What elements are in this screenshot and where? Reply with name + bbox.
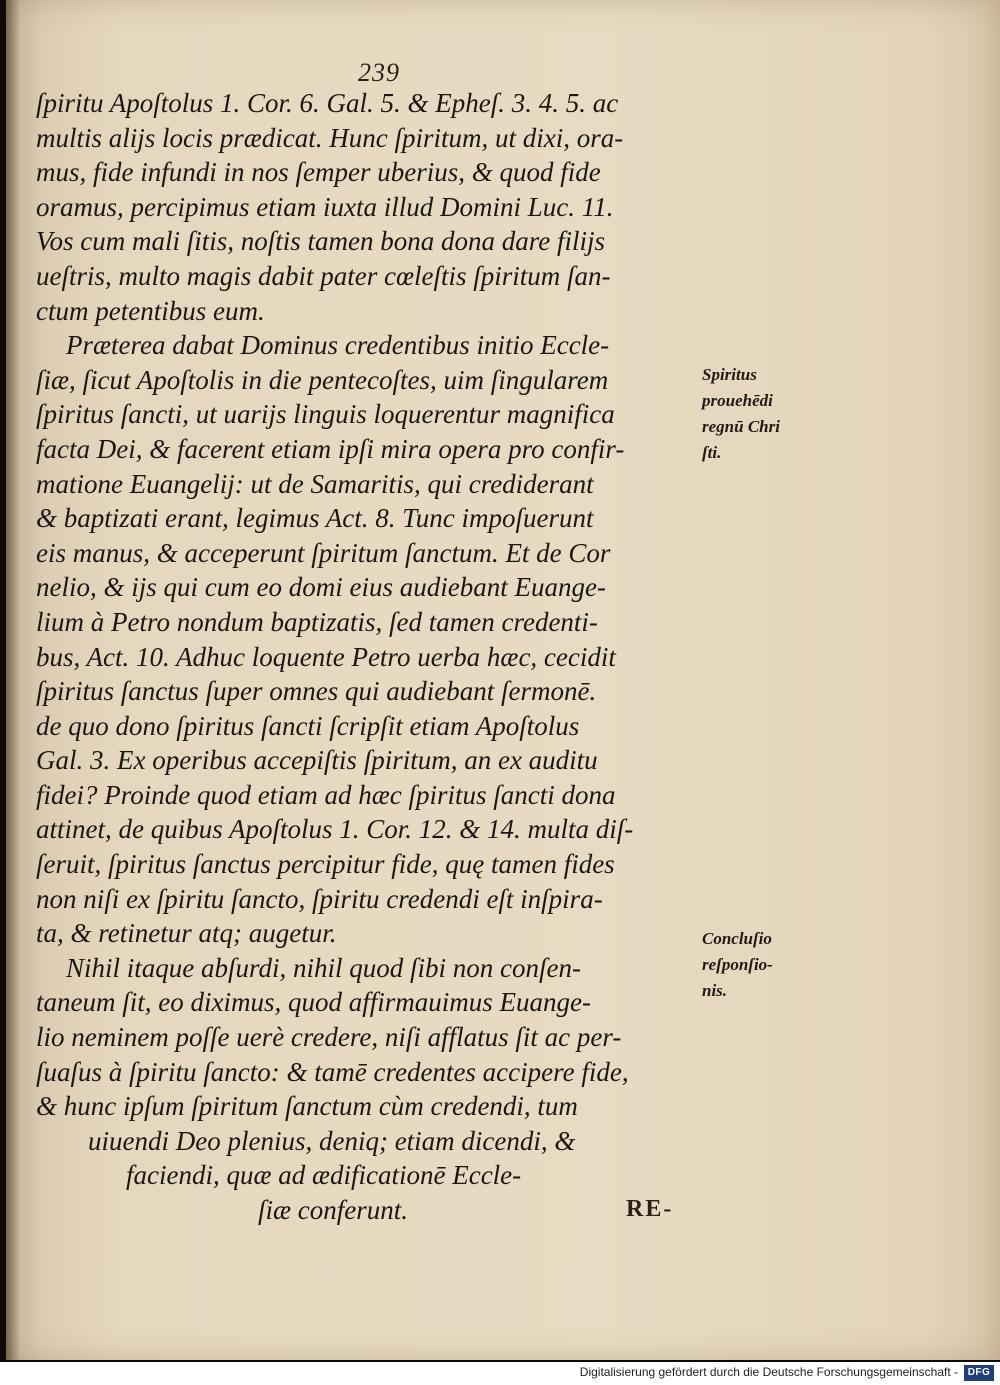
body-text	[36, 86, 716, 1228]
text-line: lium à Petro nondum baptizatis, ſed tamen credenti-	[36, 606, 598, 637]
text-line: nelio, & ijs qui cum eo domi eius audiebant Euange-	[36, 572, 606, 603]
text-line: faciendi, quæ ad ædificationē Eccle-	[126, 1160, 522, 1191]
page-number: 239	[358, 58, 400, 87]
text-line: ſpiritus ſanctus ſuper omnes qui audiebant ſermonē.	[36, 676, 597, 707]
text-line: ſuaſus à ſpiritu ſancto: & tamē credentes accipere fide,	[36, 1056, 629, 1087]
text-line: ueſtris, multo magis dabit pater cœleſtis ſpiritum ſan-	[36, 260, 611, 291]
text-line: & hunc ipſum ſpiritum ſanctum cùm credendi, tum	[36, 1091, 578, 1122]
text-line: fidei? Proinde quod etiam ad hæc ſpiritus ſancti dona	[36, 779, 616, 810]
catchword: RE-	[626, 1196, 674, 1222]
text-line: ctum petentibus eum.	[36, 295, 265, 326]
marginal-note-line: reſponſio-	[702, 955, 773, 974]
marginal-note-spiritus	[702, 362, 820, 466]
text-line: multis alijs locis prædicat. Hunc ſpiritum, ut dixi, ora-	[36, 122, 624, 153]
digitization-footer	[0, 1362, 1000, 1385]
marginal-note-line: prouehēdi	[702, 391, 773, 410]
paragraph-start-line: Præterea dabat Dominus credentibus initio Eccle-	[66, 330, 610, 361]
text-line: lio neminem poſſe uerè credere, niſi afflatus ſit ac per-	[36, 1022, 622, 1053]
marginal-note-line: Concluſio	[702, 929, 772, 948]
dfg-logo: DFG	[964, 1365, 994, 1381]
text-line: Vos cum mali ſitis, noſtis tamen bona dona dare filijs	[36, 226, 606, 257]
text-line: uiuendi Deo plenius, deniq; etiam dicendi, &	[88, 1125, 576, 1156]
text-line: ſeruit, ſpiritus ſanctus percipitur fide, quę tamen fides	[36, 849, 615, 880]
marginal-note-line: nis.	[702, 981, 728, 1000]
text-line: ta, & retinetur atq; augetur.	[36, 918, 337, 949]
text-line: Gal. 3. Ex operibus accepiſtis ſpiritum, an ex auditu	[36, 745, 598, 776]
marginal-note-line: ſti.	[702, 443, 722, 462]
text-line: attinet, de quibus Apoſtolus 1. Cor. 12. & 14. multa diſ-	[36, 814, 634, 845]
marginal-note-line: regnū Chri	[702, 417, 780, 436]
text-line: facta Dei, & facerent etiam ipſi mira opera pro confir-	[36, 433, 625, 464]
marginal-note-line: Spiritus	[702, 365, 757, 384]
text-line: mus, fide infundi in nos ſemper uberius, & quod fide	[36, 157, 601, 188]
text-line: oramus, percipimus etiam iuxta illud Domini Luc. 11.	[36, 191, 614, 222]
text-line: & baptizati erant, legimus Act. 8. Tunc impoſuerunt	[36, 503, 594, 534]
book-page	[6, 0, 1000, 1360]
text-line: ſiæ conferunt.	[258, 1195, 408, 1225]
text-line: ſpiritu Apoſtolus 1. Cor. 6. Gal. 5. & Epheſ. 3. 4. 5. ac	[36, 88, 619, 118]
marginal-note-conclusio	[702, 926, 820, 1004]
paragraph-start-line: Nihil itaque abſurdi, nihil quod ſibi non conſen-	[66, 952, 581, 983]
text-line: taneum ſit, eo diximus, quod affirmauimus Euange-	[36, 987, 591, 1018]
text-line: ſiæ, ſicut Apoſtolis in die pentecoſtes, uim ſingularem	[36, 364, 609, 395]
text-line: eis manus, & acceperunt ſpiritum ſanctum. Et de Cor	[36, 537, 611, 568]
text-line: non niſi ex ſpiritu ſancto, ſpiritu credendi eſt inſpira-	[36, 883, 603, 914]
text-line: de quo dono ſpiritus ſancti ſcripſit etiam Apoſtolus	[36, 710, 580, 741]
text-line: matione Euangelij: ut de Samaritis, qui crediderant	[36, 468, 594, 499]
text-line: bus, Act. 10. Adhuc loquente Petro uerba hæc, cecidit	[36, 641, 616, 672]
text-line: ſpiritus ſancti, ut uarijs linguis loquerentur magnifica	[36, 399, 615, 430]
funding-credit: Digitalisierung gefördert durch die Deutsche Forschungsgemeinschaft -	[579, 1365, 958, 1379]
